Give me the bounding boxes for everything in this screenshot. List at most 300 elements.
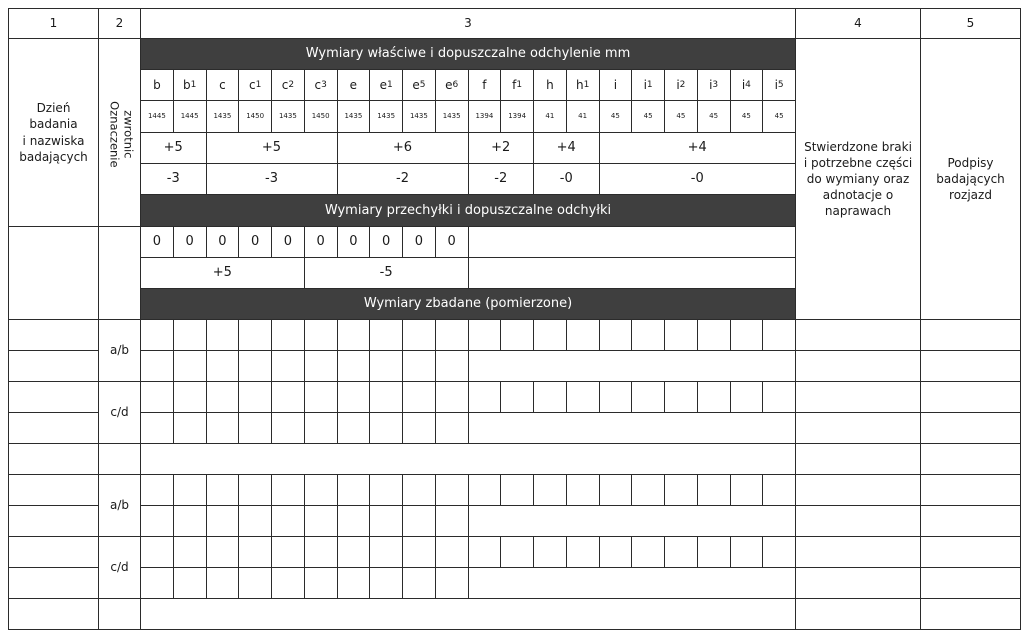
blank-row-body[interactable] <box>140 598 796 630</box>
measurement-input-cell[interactable] <box>369 381 403 413</box>
measurement-input-cell[interactable] <box>206 381 240 413</box>
symbol-base: c <box>281 77 289 92</box>
measurement-input-cell[interactable] <box>304 381 338 413</box>
measurement-input-cell[interactable] <box>369 412 403 444</box>
tolerance-plus-text: +5 <box>163 140 183 156</box>
deflection-value-text: 0 <box>218 234 227 250</box>
column-number-1 <box>8 8 99 39</box>
measurement-input-cell[interactable] <box>140 536 174 568</box>
measurement-input-cell[interactable] <box>435 350 469 382</box>
notes-cell[interactable] <box>795 505 921 537</box>
section-dimensions-title-text: Wymiary właściwe i dopuszczalne odchylenie mm <box>305 46 631 62</box>
nominal-value <box>664 100 698 133</box>
measurement-input-cell[interactable] <box>631 319 665 351</box>
symbol-base: e <box>412 77 420 92</box>
tolerance-plus <box>140 132 207 164</box>
blank-date-cell[interactable] <box>8 226 99 320</box>
column-number-5-text: 5 <box>966 16 975 31</box>
measurement-input-cell[interactable] <box>304 567 338 599</box>
measurement-input-cell[interactable] <box>304 319 338 351</box>
tolerance-minus-text: -0 <box>690 171 704 187</box>
measurement-input-cell[interactable] <box>599 474 633 506</box>
measurement-input-cell[interactable] <box>435 319 469 351</box>
blank-row-label[interactable] <box>98 443 141 475</box>
measurement-input-cell[interactable] <box>271 567 305 599</box>
measurement-input-cell[interactable] <box>435 381 469 413</box>
measurement-input-cell[interactable] <box>173 412 207 444</box>
measurement-input-cell[interactable] <box>369 567 403 599</box>
measurement-input-cell[interactable] <box>566 381 600 413</box>
tolerance-minus <box>468 163 535 195</box>
nominal-value-text: 1435 <box>409 111 428 120</box>
deflection-value-text: 0 <box>447 234 456 250</box>
signature-cell[interactable] <box>920 567 1021 599</box>
nominal-value-text: 45 <box>774 111 784 120</box>
nominal-value <box>500 100 534 133</box>
nominal-value-text: 45 <box>709 111 719 120</box>
blank-cell <box>468 226 797 258</box>
column-number-1-text: 1 <box>49 16 58 31</box>
measured-date-cell[interactable] <box>8 536 99 568</box>
measurement-input-cell[interactable] <box>468 319 502 351</box>
tolerance-plus-text: +4 <box>687 140 707 156</box>
symbol-base: c <box>219 77 226 92</box>
signature-cell[interactable] <box>920 505 1021 537</box>
notes-cell[interactable] <box>795 381 921 413</box>
measurement-input-cell[interactable] <box>533 381 567 413</box>
symbol-base: e <box>379 77 387 92</box>
measurement-input-cell[interactable] <box>337 567 371 599</box>
measurement-input-cell[interactable] <box>631 536 665 568</box>
measurement-input-cell[interactable] <box>304 474 338 506</box>
symbol-base: i <box>676 77 680 92</box>
measurement-input-cell[interactable] <box>337 381 371 413</box>
measurement-input-cell[interactable] <box>435 474 469 506</box>
measurement-input-cell[interactable] <box>566 319 600 351</box>
nominal-value-text: 1445 <box>147 111 166 120</box>
measurement-input-cell[interactable] <box>238 567 272 599</box>
measurement-input-cell[interactable] <box>173 505 207 537</box>
nominal-value-text: 45 <box>676 111 686 120</box>
header-defects-notes <box>795 38 921 320</box>
column-number-4-text: 4 <box>854 16 862 31</box>
measurement-input-cell[interactable] <box>173 350 207 382</box>
measurement-input-cell[interactable] <box>566 536 600 568</box>
nominal-value-text: 45 <box>741 111 751 120</box>
symbol-i1 <box>631 69 665 101</box>
header-defects-notes-text: Stwierdzone braki i potrzebne części do wymiany oraz adnotacje o naprawach <box>803 139 913 219</box>
measurement-input-cell[interactable] <box>697 381 731 413</box>
symbol-base: i <box>774 77 778 92</box>
blank-row-label[interactable] <box>98 598 141 630</box>
symbol-c3 <box>304 69 338 101</box>
blank-row-body[interactable] <box>140 443 796 475</box>
symbol-base: i <box>613 77 618 92</box>
measurement-input-cell[interactable] <box>402 505 436 537</box>
nominal-value-text: 1445 <box>180 111 199 120</box>
measurement-input-cell[interactable] <box>304 536 338 568</box>
symbol-c1 <box>238 69 272 101</box>
measurement-input-cell[interactable] <box>369 505 403 537</box>
measurement-input-cell[interactable] <box>500 381 534 413</box>
measurement-input-cell[interactable] <box>337 474 371 506</box>
measurement-input-cell[interactable] <box>140 319 174 351</box>
deflection-tolerance-minus <box>304 257 469 289</box>
measurement-input-cell[interactable] <box>271 319 305 351</box>
signature-cell[interactable] <box>920 474 1021 506</box>
measurement-input-cell[interactable] <box>271 536 305 568</box>
measurement-input-cell[interactable] <box>697 319 731 351</box>
symbol-base: h <box>575 77 584 92</box>
measurement-input-cell[interactable] <box>468 536 502 568</box>
signature-cell[interactable] <box>920 381 1021 413</box>
measurement-input-cell[interactable] <box>664 381 698 413</box>
measurement-input-cell[interactable] <box>730 381 764 413</box>
measurement-input-cell[interactable] <box>533 474 567 506</box>
nominal-value-text: 1435 <box>344 111 363 120</box>
nominal-value-text: 1450 <box>311 111 330 120</box>
signature-cell[interactable] <box>920 412 1021 444</box>
symbol-e <box>337 69 371 101</box>
blank-row-date[interactable] <box>8 443 99 475</box>
symbol-i2 <box>664 69 698 101</box>
symbol-base: b <box>182 77 191 92</box>
tolerance-minus <box>337 163 469 195</box>
blank-cell <box>468 412 797 444</box>
measured-group-label-text: c/d <box>110 405 129 420</box>
measurement-input-cell[interactable] <box>173 474 207 506</box>
measurement-input-cell[interactable] <box>402 319 436 351</box>
symbol-base: e <box>445 77 453 92</box>
symbol-f <box>468 69 502 101</box>
nominal-value <box>238 100 272 133</box>
measurement-input-cell[interactable] <box>271 474 305 506</box>
blank-cell <box>468 505 797 537</box>
measurement-input-cell[interactable] <box>271 505 305 537</box>
measurement-input-cell[interactable] <box>369 474 403 506</box>
section-measured-title-text: Wymiary zbadane (pomierzone) <box>363 296 573 312</box>
tolerance-plus <box>206 132 338 164</box>
measurement-input-cell[interactable] <box>304 412 338 444</box>
measurement-input-cell[interactable] <box>369 536 403 568</box>
measured-date-cell[interactable] <box>8 567 99 599</box>
measurement-input-cell[interactable] <box>173 381 207 413</box>
measurement-input-cell[interactable] <box>402 350 436 382</box>
deflection-value <box>435 226 469 258</box>
signature-cell[interactable] <box>920 319 1021 351</box>
nominal-value <box>271 100 305 133</box>
tolerance-minus <box>533 163 600 195</box>
measurement-input-cell[interactable] <box>238 381 272 413</box>
measurement-input-cell[interactable] <box>500 536 534 568</box>
measurement-input-cell[interactable] <box>337 412 371 444</box>
measurement-input-cell[interactable] <box>435 536 469 568</box>
measured-group-label <box>98 381 141 444</box>
measurement-input-cell[interactable] <box>664 474 698 506</box>
symbol-e1 <box>369 69 403 101</box>
signature-cell[interactable] <box>920 350 1021 382</box>
blank-cell <box>468 350 797 382</box>
symbol-base: c <box>248 77 256 92</box>
measured-date-cell[interactable] <box>8 381 99 413</box>
tolerance-plus-text: +2 <box>491 140 511 156</box>
symbol-subscript: 1 <box>255 79 262 90</box>
symbol-f1 <box>500 69 534 101</box>
measurement-input-cell[interactable] <box>140 505 174 537</box>
measurement-input-cell[interactable] <box>435 567 469 599</box>
nominal-value-text: 1435 <box>442 111 461 120</box>
nominal-value <box>599 100 633 133</box>
deflection-value <box>337 226 371 258</box>
measurement-input-cell[interactable] <box>238 505 272 537</box>
blank-row-notes[interactable] <box>795 443 921 475</box>
section-dimensions-title <box>140 38 796 70</box>
measurement-input-cell[interactable] <box>402 381 436 413</box>
measurement-input-cell[interactable] <box>762 319 796 351</box>
header-date-and-names-text: Dzień badania i nazwiska badających <box>19 101 88 164</box>
column-number-2-text: 2 <box>115 16 124 31</box>
tolerance-plus-text: +6 <box>392 140 413 156</box>
measurement-input-cell[interactable] <box>435 412 469 444</box>
measurement-input-cell[interactable] <box>599 319 633 351</box>
header-switch-designation <box>98 38 141 227</box>
header-signatures-text: Podpisy badających rozjazd <box>936 155 1005 203</box>
measurement-input-cell[interactable] <box>631 381 665 413</box>
tolerance-plus-text: +5 <box>261 140 282 156</box>
notes-cell[interactable] <box>795 412 921 444</box>
symbol-subscript: 3 <box>712 79 719 90</box>
nominal-value-text: 41 <box>578 111 588 120</box>
nominal-value-text: 1435 <box>278 111 297 120</box>
nominal-value <box>762 100 796 133</box>
symbol-subscript: 2 <box>679 79 686 90</box>
symbol-subscript: 1 <box>516 79 523 90</box>
nominal-value-text: 1394 <box>508 111 527 120</box>
deflection-value-text: 0 <box>316 234 325 250</box>
symbol-i4 <box>730 69 764 101</box>
measurement-input-cell[interactable] <box>304 505 338 537</box>
measured-date-cell[interactable] <box>8 319 99 351</box>
symbol-b1 <box>173 69 207 101</box>
measurement-input-cell[interactable] <box>238 319 272 351</box>
symbol-subscript: 4 <box>745 79 751 90</box>
tolerance-minus-text: -2 <box>396 171 409 187</box>
measurement-input-cell[interactable] <box>140 474 174 506</box>
symbol-subscript: 1 <box>646 79 653 90</box>
deflection-value-text: 0 <box>349 234 358 250</box>
measurement-input-cell[interactable] <box>697 536 731 568</box>
measured-date-cell[interactable] <box>8 350 99 382</box>
deflection-tolerance-plus-text: +5 <box>212 265 232 281</box>
measurement-input-cell[interactable] <box>206 536 240 568</box>
deflection-tolerance-plus <box>140 257 305 289</box>
tolerance-minus-text: -3 <box>166 171 180 187</box>
nominal-value <box>631 100 665 133</box>
measurement-input-cell[interactable] <box>206 350 240 382</box>
deflection-value <box>369 226 403 258</box>
measured-date-cell[interactable] <box>8 474 99 506</box>
deflection-value-text: 0 <box>283 234 293 250</box>
column-number-3 <box>140 8 796 39</box>
measurement-input-cell[interactable] <box>206 412 240 444</box>
symbol-base: f <box>512 77 517 92</box>
measurement-input-cell[interactable] <box>566 474 600 506</box>
measurement-input-cell[interactable] <box>206 474 240 506</box>
measurement-input-cell[interactable] <box>533 536 567 568</box>
measured-date-cell[interactable] <box>8 505 99 537</box>
measurement-input-cell[interactable] <box>500 474 534 506</box>
measurement-input-cell[interactable] <box>599 381 633 413</box>
nominal-value-text: 1450 <box>246 111 265 120</box>
measured-group-label-text: a/b <box>109 343 129 358</box>
measurement-input-cell[interactable] <box>238 350 272 382</box>
measured-date-cell[interactable] <box>8 412 99 444</box>
measurement-input-cell[interactable] <box>271 381 305 413</box>
measurement-input-cell[interactable] <box>730 319 764 351</box>
tolerance-minus-text: -0 <box>559 171 573 187</box>
column-number-4 <box>795 8 921 39</box>
deflection-tolerance-minus-text: -5 <box>379 265 393 281</box>
measurement-input-cell[interactable] <box>271 412 305 444</box>
tolerance-plus <box>533 132 600 164</box>
symbol-base: h <box>546 77 554 92</box>
measurement-input-cell[interactable] <box>337 350 371 382</box>
tolerance-minus-text: -2 <box>494 171 508 187</box>
measurement-input-cell[interactable] <box>762 381 796 413</box>
notes-cell[interactable] <box>795 350 921 382</box>
deflection-value <box>271 226 305 258</box>
nominal-value <box>435 100 469 133</box>
measurement-input-cell[interactable] <box>402 536 436 568</box>
measurement-input-cell[interactable] <box>730 474 764 506</box>
measured-group-label-text: a/b <box>109 498 129 513</box>
blank-row-date[interactable] <box>8 598 99 630</box>
notes-cell[interactable] <box>795 567 921 599</box>
measurement-input-cell[interactable] <box>238 536 272 568</box>
deflection-value-text: 0 <box>414 234 424 250</box>
measurement-input-cell[interactable] <box>140 567 174 599</box>
nominal-value-text: 1435 <box>213 111 232 120</box>
measured-group-label <box>98 474 141 537</box>
nominal-value <box>402 100 436 133</box>
symbol-subscript: 5 <box>777 79 784 90</box>
measurement-input-cell[interactable] <box>664 319 698 351</box>
nominal-value <box>468 100 502 133</box>
nominal-value <box>697 100 731 133</box>
measurement-input-cell[interactable] <box>140 412 174 444</box>
section-deflection-title <box>140 194 796 227</box>
measurement-input-cell[interactable] <box>173 319 207 351</box>
measurement-input-cell[interactable] <box>402 412 436 444</box>
symbol-subscript: 1 <box>190 79 197 90</box>
tolerance-minus <box>206 163 338 195</box>
notes-cell[interactable] <box>795 474 921 506</box>
section-measured-title <box>140 288 796 320</box>
blank-designation-cell[interactable] <box>98 226 141 320</box>
measurement-input-cell[interactable] <box>533 319 567 351</box>
measurement-input-cell[interactable] <box>369 350 403 382</box>
nominal-value <box>533 100 567 133</box>
measurement-input-cell[interactable] <box>697 474 731 506</box>
tolerance-plus <box>468 132 535 164</box>
column-number-5 <box>920 8 1021 39</box>
header-switch-designation-text: zwrotnic Oznaczenie <box>106 100 136 168</box>
header-date-and-names <box>8 38 99 227</box>
measurement-input-cell[interactable] <box>402 474 436 506</box>
measured-group-label <box>98 319 141 382</box>
notes-cell[interactable] <box>795 319 921 351</box>
nominal-value <box>369 100 403 133</box>
measurement-input-cell[interactable] <box>664 536 698 568</box>
measurement-input-cell[interactable] <box>238 474 272 506</box>
measurement-input-cell[interactable] <box>304 350 338 382</box>
measurement-input-cell[interactable] <box>500 319 534 351</box>
deflection-value <box>238 226 272 258</box>
measurement-input-cell[interactable] <box>369 319 403 351</box>
deflection-value <box>140 226 174 258</box>
header-signatures <box>920 38 1021 320</box>
measurement-input-cell[interactable] <box>730 536 764 568</box>
symbol-h1 <box>566 69 600 101</box>
measurement-input-cell[interactable] <box>599 536 633 568</box>
measurement-input-cell[interactable] <box>206 505 240 537</box>
measured-group-label-text: c/d <box>110 560 129 575</box>
measurement-input-cell[interactable] <box>173 536 207 568</box>
measurement-input-cell[interactable] <box>468 474 502 506</box>
blank-row-signature[interactable] <box>920 443 1021 475</box>
symbol-subscript: 5 <box>419 79 426 90</box>
blank-row-signature[interactable] <box>920 598 1021 630</box>
deflection-value <box>173 226 207 258</box>
notes-cell[interactable] <box>795 536 921 568</box>
measurement-input-cell[interactable] <box>337 505 371 537</box>
symbol-base: i <box>709 77 713 92</box>
blank-row-notes[interactable] <box>795 598 921 630</box>
measurement-input-cell[interactable] <box>402 567 436 599</box>
symbol-base: c <box>314 77 322 92</box>
measurement-input-cell[interactable] <box>337 536 371 568</box>
measurement-input-cell[interactable] <box>206 567 240 599</box>
nominal-value <box>140 100 174 133</box>
deflection-value <box>402 226 436 258</box>
measurement-input-cell[interactable] <box>206 319 240 351</box>
measurement-input-cell[interactable] <box>140 381 174 413</box>
measurement-input-cell[interactable] <box>238 412 272 444</box>
measurement-input-cell[interactable] <box>271 350 305 382</box>
symbol-e6 <box>435 69 469 101</box>
measurement-input-cell[interactable] <box>140 350 174 382</box>
measurement-input-cell[interactable] <box>468 381 502 413</box>
deflection-value <box>206 226 240 258</box>
measurement-input-cell[interactable] <box>631 474 665 506</box>
measurement-input-cell[interactable] <box>435 505 469 537</box>
nominal-value-text: 41 <box>545 111 555 120</box>
symbol-subscript: 3 <box>321 79 327 90</box>
signature-cell[interactable] <box>920 536 1021 568</box>
tolerance-minus <box>599 163 797 195</box>
measurement-input-cell[interactable] <box>762 536 796 568</box>
nominal-value <box>566 100 600 133</box>
symbol-subscript: 6 <box>452 79 459 90</box>
measurement-input-cell[interactable] <box>762 474 796 506</box>
measured-group-label <box>98 536 141 599</box>
symbol-i <box>599 69 633 101</box>
nominal-value-text: 1435 <box>377 111 396 120</box>
measurement-input-cell[interactable] <box>173 567 207 599</box>
symbol-i3 <box>697 69 731 101</box>
nominal-value <box>173 100 207 133</box>
measurement-input-cell[interactable] <box>337 319 371 351</box>
